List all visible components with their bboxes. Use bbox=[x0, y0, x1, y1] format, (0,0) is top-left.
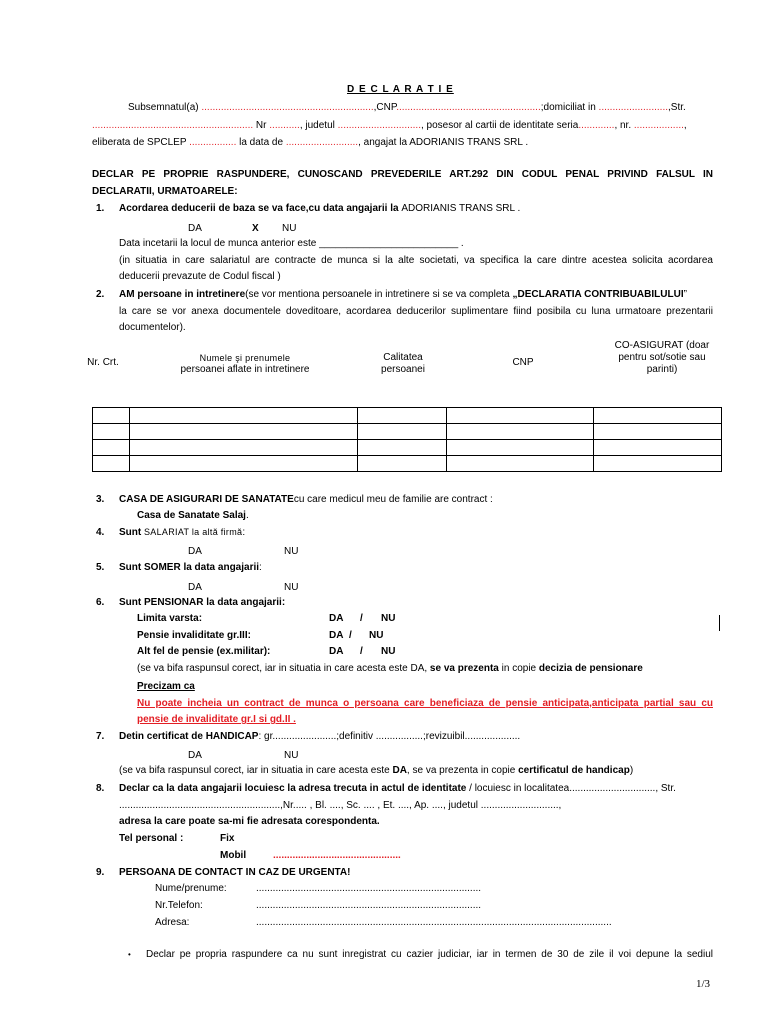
col-header-cnp: CNP bbox=[512, 357, 534, 368]
s6-row-1-sep: / bbox=[360, 613, 363, 624]
table-cell[interactable] bbox=[594, 440, 722, 456]
table-cell[interactable] bbox=[447, 456, 594, 472]
intro-line-3 bbox=[92, 136, 528, 149]
s6-row-2-label: Pensie invaliditate gr.III: bbox=[137, 630, 251, 641]
table-cell[interactable] bbox=[594, 408, 722, 424]
col-header-quality: Calitatea persoanei bbox=[381, 352, 425, 375]
section-4-title bbox=[119, 526, 245, 539]
section-1-number: 1. bbox=[96, 203, 105, 214]
tel-mobil-blank[interactable]: .............................................. bbox=[273, 850, 401, 861]
s6-note-d: decizia de pensionare bbox=[538, 663, 643, 674]
s7-note-c: , se va prezenta in copie bbox=[406, 765, 519, 776]
table-cell[interactable] bbox=[447, 408, 594, 424]
s4-da-option[interactable]: DA bbox=[188, 546, 202, 557]
s7-note bbox=[119, 764, 633, 777]
contact-name-blank[interactable]: ................................................................................. bbox=[256, 883, 482, 894]
intro-text: ,Str. bbox=[668, 102, 686, 113]
section-6-title: Sunt PENSIONAR la data angajarii: bbox=[119, 597, 286, 608]
id-series-blank[interactable]: ............. bbox=[578, 120, 615, 131]
intro-line-2 bbox=[92, 119, 687, 132]
section-3-end: . bbox=[245, 510, 249, 521]
table-cell[interactable] bbox=[129, 440, 357, 456]
issue-date-blank[interactable]: .......................... bbox=[285, 137, 359, 148]
table-cell[interactable] bbox=[357, 440, 447, 456]
id-number-blank[interactable]: .................. bbox=[633, 120, 684, 131]
table-cell[interactable] bbox=[93, 456, 130, 472]
intro-text: , angajat la ADORIANIS TRANS SRL . bbox=[358, 137, 529, 148]
section-4-colon: : bbox=[242, 527, 246, 538]
section-5-colon: : bbox=[259, 562, 262, 573]
s6-row-2-da[interactable]: DA bbox=[329, 630, 344, 641]
col-header-coinsured: CO-ASIGURAT (doar pentru sot/sotie sau parinti) bbox=[614, 340, 710, 375]
section-7-bold: Detin certificat de HANDICAP bbox=[119, 731, 259, 742]
s1-x-mark: X bbox=[252, 223, 259, 234]
s6-note bbox=[137, 662, 643, 675]
table-cell[interactable] bbox=[594, 424, 722, 440]
name-blank[interactable]: .............................................................. bbox=[201, 102, 374, 113]
county-blank[interactable]: .............................. bbox=[337, 120, 421, 131]
dependents-table bbox=[92, 407, 722, 472]
intro-text: , posesor al cartii de identitate seria bbox=[421, 120, 579, 131]
contact-address-label: Adresa: bbox=[155, 917, 190, 928]
section-5-title bbox=[119, 561, 262, 574]
s7-da-option[interactable]: DA bbox=[188, 750, 202, 761]
section-4-small: SALARIAT la altă firmă bbox=[144, 527, 243, 537]
section-2-bold-2: „DECLARATIA CONTRIBUABILULUI bbox=[512, 289, 684, 300]
section-8-bold: Declar ca la data angajarii locuiesc la adresa trecuta in actul de identitate bbox=[119, 783, 467, 794]
intro-text: , bbox=[683, 120, 687, 131]
s6-note-a: (se va bifa raspunsul corect, iar in situatia in care acesta este DA, bbox=[137, 663, 430, 674]
s1-note-line-1: (in situatia in care salariatul are contracte de munca si la alte societati, va specifica la care dintre acestea solicita acordarea bbox=[119, 255, 713, 266]
section-1-company: ADORIANIS TRANS SRL . bbox=[401, 203, 521, 214]
s6-row-1-nu[interactable]: NU bbox=[381, 613, 396, 624]
declaration-heading-1: DECLAR PE PROPRIE RASPUNDERE, CUNOSCAND PREVEDERILE ART.292 DIN CODUL PENAL PRIVIND FALSUL IN bbox=[92, 169, 713, 180]
section-2-title bbox=[119, 288, 687, 301]
section-8-address-line[interactable]: ..........................................................,Nr..... , Bl. ...., Sc. .... , Et. ...., Ap. ...., judetul ............................, bbox=[119, 800, 562, 811]
document-title: D E C L A R A T I E bbox=[347, 84, 454, 95]
table-cell[interactable] bbox=[93, 424, 130, 440]
s7-note-a: (se va bifa raspunsul corect, iar in situatia in care acesta este bbox=[119, 765, 393, 776]
s4-nu-option[interactable]: NU bbox=[284, 546, 299, 557]
table-cell[interactable] bbox=[93, 408, 130, 424]
section-7-number: 7. bbox=[96, 731, 105, 742]
cnp-blank[interactable]: .................................................... bbox=[396, 102, 541, 113]
s7-note-e: ) bbox=[629, 765, 634, 776]
contact-phone-label: Nr.Telefon: bbox=[155, 900, 203, 911]
intro-line-1 bbox=[128, 101, 686, 114]
page-number: 1/3 bbox=[696, 978, 711, 990]
col-header-nr: Nr. Crt. bbox=[87, 357, 119, 368]
s6-note-b: se va prezenta bbox=[429, 663, 499, 674]
section-7-title bbox=[119, 730, 520, 743]
spclep-blank[interactable]: ................. bbox=[189, 137, 237, 148]
s5-nu-option[interactable]: NU bbox=[284, 582, 299, 593]
section-2-quote: ” bbox=[683, 289, 687, 300]
table-cell[interactable] bbox=[357, 424, 447, 440]
s1-end-date-line: Data incetarii la locul de munca anterior este _________________________ . bbox=[119, 238, 464, 249]
s6-row-3-nu[interactable]: NU bbox=[381, 646, 396, 657]
section-2-text: (se vor mentiona persoanele in intretinere si se va completa bbox=[245, 289, 513, 300]
text-cursor bbox=[719, 615, 720, 631]
section-7-fields[interactable]: : gr.......................;definitiv .................;revizuibil.................... bbox=[258, 731, 521, 742]
s7-note-d: certificatul de handicap bbox=[518, 765, 630, 776]
table-cell[interactable] bbox=[129, 408, 357, 424]
table-cell[interactable] bbox=[129, 424, 357, 440]
section-3-text: cu care medicul meu de familie are contract : bbox=[293, 494, 493, 505]
s6-warning-line-2: pensie de invaliditate gr.I si gd.II . bbox=[137, 714, 296, 725]
s6-precizam: Precizam ca bbox=[137, 681, 195, 692]
table-row bbox=[93, 456, 722, 472]
table-row bbox=[93, 440, 722, 456]
section-2-number: 2. bbox=[96, 289, 105, 300]
intro-text: Nr bbox=[253, 120, 270, 131]
intro-text: , judetul bbox=[299, 120, 338, 131]
contact-address-blank[interactable]: ................................................................................................................................ bbox=[256, 917, 612, 928]
section-3-line-2 bbox=[137, 509, 249, 522]
section-2-bold: AM persoane in intretinere bbox=[119, 289, 246, 300]
section-4-number: 4. bbox=[96, 527, 105, 538]
section-8-title bbox=[119, 782, 676, 795]
tel-label: Tel personal : bbox=[119, 833, 184, 844]
intro-text: ;domiciliat in bbox=[540, 102, 596, 113]
section-2-line-3: documentelor). bbox=[119, 322, 186, 333]
s6-row-3-label: Alt fel de pensie (ex.militar): bbox=[137, 646, 271, 657]
section-3-title bbox=[119, 493, 493, 506]
s1-da-option[interactable]: DA bbox=[188, 223, 202, 234]
section-5-bold: Sunt SOMER la data angajarii bbox=[119, 562, 260, 573]
table-cell[interactable] bbox=[447, 424, 594, 440]
declaration-heading-2: DECLARATII, URMATOARELE: bbox=[92, 186, 238, 197]
intro-text: , nr. bbox=[614, 120, 634, 131]
section-3-number: 3. bbox=[96, 494, 105, 505]
domicile-blank[interactable]: ......................... bbox=[598, 102, 669, 113]
table-cell[interactable] bbox=[93, 440, 130, 456]
s5-da-option[interactable]: DA bbox=[188, 582, 202, 593]
street-blank[interactable]: .......................................................... bbox=[92, 120, 254, 131]
section-5-number: 5. bbox=[96, 562, 105, 573]
section-9-title: PERSOANA DE CONTACT IN CAZ DE URGENTA! bbox=[119, 867, 351, 878]
s6-row-3-sep: / bbox=[360, 646, 363, 657]
intro-text: eliberata de SPCLEP bbox=[92, 137, 190, 148]
criminal-record-statement: Declar pe propria raspundere ca nu sunt inregistrat cu cazier judiciar, iar in termen de 30 de zile il voi depune la sediul bbox=[146, 949, 713, 960]
s6-note-c: in copie bbox=[498, 663, 539, 674]
tel-fix-label: Fix bbox=[220, 833, 235, 844]
health-house-name: Casa de Sanatate Salaj bbox=[137, 510, 246, 521]
table-cell[interactable] bbox=[357, 408, 447, 424]
col-header-name-line-2: persoanei aflate in intretinere bbox=[180, 364, 310, 375]
section-8-locality[interactable]: / locuiesc in localitatea..............................., Str. bbox=[466, 783, 676, 794]
table-cell[interactable] bbox=[594, 456, 722, 472]
s1-nu-option[interactable]: NU bbox=[282, 223, 297, 234]
s7-nu-option[interactable]: NU bbox=[284, 750, 299, 761]
s6-row-1-da[interactable]: DA bbox=[329, 613, 344, 624]
s6-warning-line-1: Nu poate incheia un contract de munca o persoana care beneficiaza de pensie anticipata,anticipata partial sau cu bbox=[137, 698, 713, 709]
col-header-name-line-1: Numele şi prenumele bbox=[199, 353, 291, 363]
s6-row-2-nu[interactable]: NU bbox=[369, 630, 384, 641]
contact-phone-blank[interactable]: ................................................................................. bbox=[256, 900, 482, 911]
s6-row-1-label: Limita varsta: bbox=[137, 613, 203, 624]
intro-text: ,CNP bbox=[373, 102, 397, 113]
intro-text: la data de bbox=[236, 137, 286, 148]
section-1-title bbox=[119, 202, 520, 215]
table-row bbox=[93, 408, 722, 424]
intro-text: Subsemnatul(a) bbox=[128, 102, 199, 113]
tel-mobil-label: Mobil bbox=[220, 850, 247, 861]
contact-name-label: Nume/prenume: bbox=[155, 883, 227, 894]
section-8-correspondence: adresa la care poate sa-mi fie adresata corespondenta. bbox=[119, 816, 380, 827]
section-6-number: 6. bbox=[96, 597, 105, 608]
s7-note-b: DA bbox=[392, 765, 407, 776]
s6-row-2-sep: / bbox=[349, 630, 352, 641]
number-blank[interactable]: ........... bbox=[269, 120, 300, 131]
col-header-name bbox=[160, 352, 330, 376]
section-8-number: 8. bbox=[96, 783, 105, 794]
section-3-bold: CASA DE ASIGURARI DE SANATATE bbox=[119, 494, 294, 505]
section-1-bold: Acordarea deducerii de baza se va face,cu data angajarii la bbox=[119, 203, 402, 214]
table-cell[interactable] bbox=[357, 456, 447, 472]
table-row bbox=[93, 424, 722, 440]
section-9-number: 9. bbox=[96, 867, 105, 878]
s1-note-line-2: deducerii prevazute de Codul fiscal ) bbox=[119, 271, 281, 282]
table-cell[interactable] bbox=[447, 440, 594, 456]
s6-row-3-da[interactable]: DA bbox=[329, 646, 344, 657]
bullet-icon: • bbox=[128, 950, 131, 959]
section-4-bold: Sunt bbox=[119, 527, 144, 538]
section-2-line-2: la care se vor anexa documentele doveditoare, acordarea deducerilor suplimentare fiind posibila cu luna urmatoare prezentarii bbox=[119, 306, 713, 317]
table-cell[interactable] bbox=[129, 456, 357, 472]
